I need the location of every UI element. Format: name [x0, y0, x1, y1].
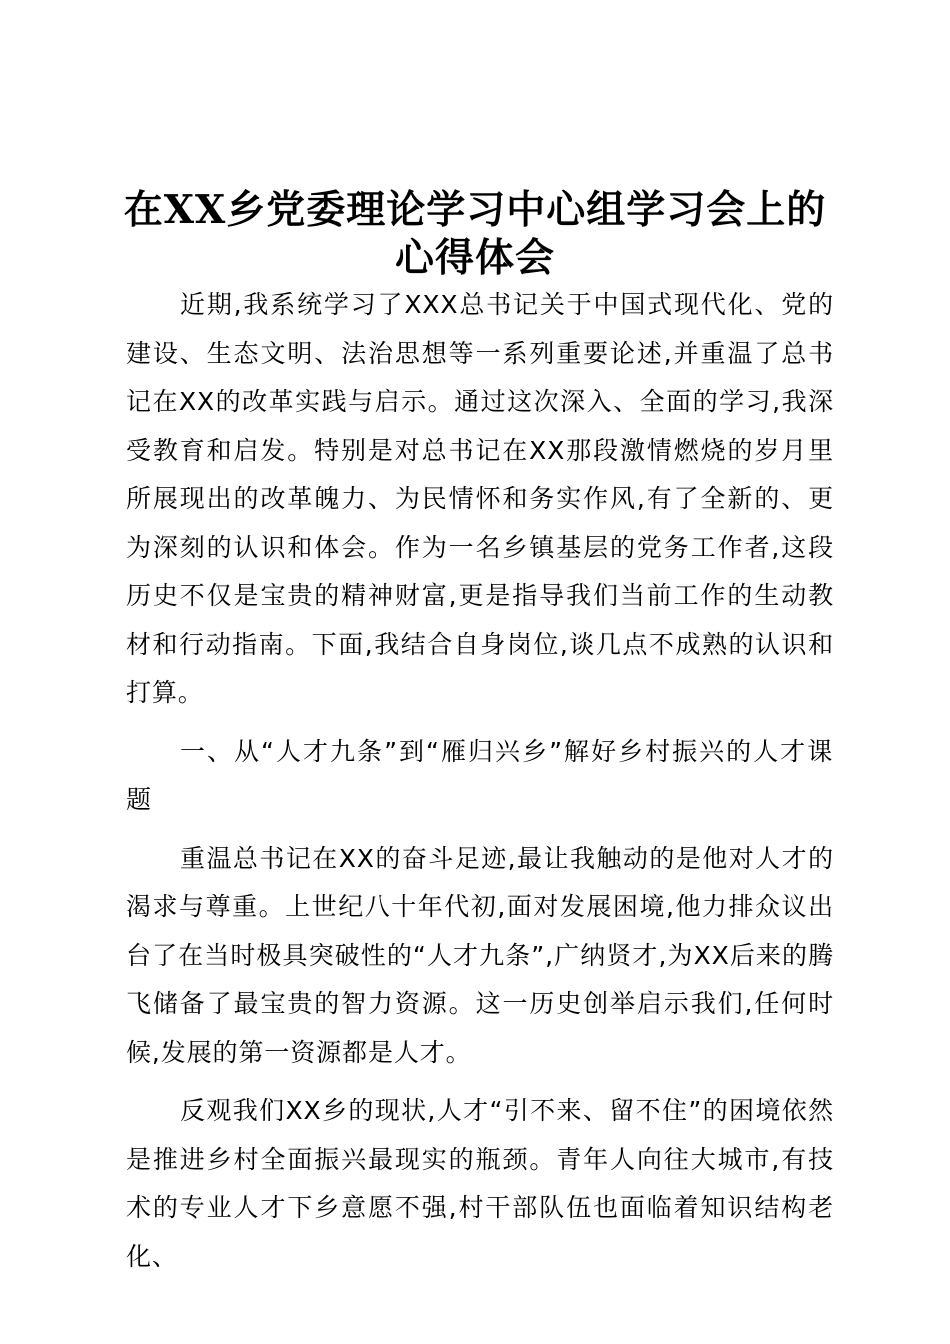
- document-title: 在XX乡党委理论学习中心组学习会上的心得体会: [123, 187, 827, 281]
- document-body: [126, 281, 834, 1281]
- intro-paragraph: 近期,我系统学习了XXX总书记关于中国式现代化、党的建设、生态文明、法治思想等一系列重要论述,并重温了总书记在XX的改革实践与启示。通过这次深入、全面的学习,我深受教育和启发。特别是对总书记在XX那段激情燃烧的岁月里所展现出的改革魄力、为民情怀和务实作风,有了全新的、更为深刻的认识和体会。作为一名乡镇基层的党务工作者,这段历史不仅是宝贵的精神财富,更是指导我们当前工作的生动教材和行动指南。下面,我结合自身岗位,谈几点不成熟的认识和打算。: [126, 290, 834, 707]
- body-paragraph: 反观我们XX乡的现状,人才“引不来、留不住”的困境依然是推进乡村全面振兴最现实的瓶颈。青年人向往大城市,有技术的专业人才下乡意愿不强,村干部队伍也面临着知识结构老化、: [126, 1096, 834, 1271]
- section-heading: 一、从“人才九条”到“雁归兴乡”解好乡村振兴的人才课题: [126, 736, 834, 814]
- body-paragraph: 重温总书记在XX的奋斗足迹,最让我触动的是他对人才的渴求与尊重。上世纪八十年代初,面对发展困境,他力排众议出台了在当时极具突破性的“人才九条”,广纳贤才,为XX后来的腾飞储备了最宝贵的智力资源。这一历史创举启示我们,任何时候,发展的第一资源都是人才。: [126, 843, 834, 1067]
